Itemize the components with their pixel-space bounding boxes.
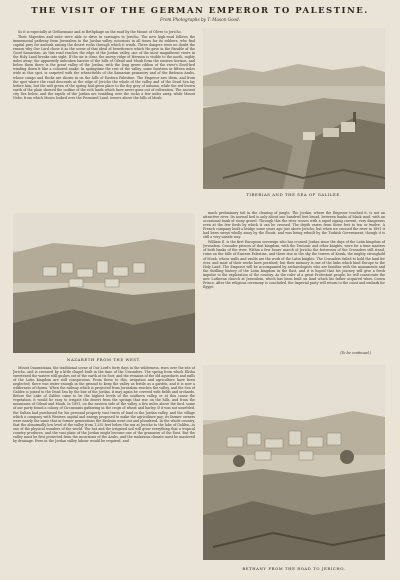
caption-bethany: BETHANY FROM THE ROAD TO JERICHO. <box>242 566 346 571</box>
paragraph: Mount Quarantania, the traditional scene of Our Lord's forty days in the wilderness, rises over the site of Jericho, and is crowned by a little chapel built in the time of the Crusaders. The spring from which Elisha sweetened the waters still gushes out of the earth at its foot; and the remains of the old aqueducts and mills of the Latin kingdom are still conspicuous. From these to this, irrigation and agriculture have been neglected; there was water enough in the ground to keep the valley as fertile as a garden, and it is now a wilderness of thorns. When the railway which is projected from Jerusalem reaches the valley, and the Sea of Galilee is joined to the Dead Sea by the line of the Jordan, it may again be covered with fields and orchards. Before the Lake of Galilee came to be the highest levels of the southern valley, or at this cause the vegetation, it would be easy to irrigate the desert from the springs that rise on the hills, and from the mountains of Gilead and Moab. In 1891, on the eastern side of the valley, a few miles above the ford, some of our party found a colony of Circassians gathering in the crops of wheat and barley. If it was not unsettled, the Sultan had purchased for his personal property vast tracts of land in the Jordan valley, and the village which a company with Western capital and energy proposed to make the agriculture pay; its farmer owners were nearly the same that in former generations the Bedouin went out and plundered. In the whole country, that the abnormally low level of the valley from 1,292 feet below the sea at Jericho to the lake of Galilee—is one of the physical wonders of the world. The hot and the irrigated soil will grow everything that a tropical country produces; and the vast plain of the Jordan might become one of the granaries of the East. But the valley must be first protected from the incursions of the Arabs, and the malarious climate must be mastered by drainage. Even in the Jordan valley labour would be required, and <box>13 366 195 443</box>
paragraph: So it is especially at Gethsemane and at Bethphage on the road by the Mount of Olives to Jericho. <box>18 30 182 34</box>
caption-nazareth: NAZARETH FROM THE WEST. <box>67 357 141 362</box>
paragraph: Their Majesties and suite were able to drive in carriages to Jericho. The new high-road follows the immemorial pathway from Jerusalem to the Jordan valley, notorious in all times for its robbers, who find capital prey for ambush among the desert rocks through which it winds. Three dangers were no doubt the reason why Our Lord chose it as the scene of that ideal of beneficence which He gave in the Parable of the Good Samaritan. As this road reaches the edge of the Jordan valley, one of the most magnificent views in the Holy Land breaks into sight. If the air is clear, the snowy ridge of Hermon is visible to the north, eighty miles away; the apparently unbroken barrier of the hills of Gilead and Moab form the eastern horizon, and below them there is the great valley of the Jordan, with the long green ribbon of the river's flood-bed winding down it like a coloured snake. In springtime the rest of the valley, some fourteen or fifteen miles wide at this spot, is carpeted with the wheat-fields of the Samarian peasantry and of the Bedouin Arabs, whose camps and flocks are shown in on the hills of Eastern Palestine. The Emperor saw them, and from the spot where the road descends at the edge of Jericho the whole of the valley and of the Dead Sea lay before him; but the soft green of the spring had given place to the dry grey of autumn, while the red-brown earth of the plain showed the outline of the rich lands which have never gone out of cultivation. The ancient city lies below, and the rapids of the Jordan are tumbling over the rocks a few miles away, while Mount Nebo, from which Moses looked over the Promised Land, towers above the hills of Moab. <box>13 35 195 100</box>
continued-note: (To be continued.) <box>340 351 372 355</box>
nazareth-engraving <box>13 213 195 353</box>
tiberias-engraving <box>203 28 385 189</box>
article-column-2-mid <box>203 211 385 349</box>
paragraph: William II. is the first European sovereign who has crossed Jordan since the days of the Latin kingdom of Jerusalem. Crusader princes of that kingdom, with the Teutonic and other knights, were for a time masters of both banks of the river. Within a few hours' march of Jericho the fortresses of the Crusaders still stand, ruins on the hills of Eastern Palestine, and there rise in the sky the towers of Kerak, the mighty stronghold of Moab, whose walls and vaults are the work of the Latin knights. The Crusaders failed to hold the land for ever, and most of their works have perished; but their memory is one of the links which bind Europe to the Holy Land. The Emperor will be accompanied by archaeologists who are familiar with the monuments and the thrilling history of the Latin kingdom in the East, and it is hoped that his journey will give a fresh impulse to the exploration of the country. As the ruler of a great Protestant people, he will consecrate the new Lutheran church at Jerusalem, which has been built on land which his father acquired when Crown Prince. After the religious ceremony is concluded, the Imperial party will return to the coast and embark for Egypt. <box>203 240 385 289</box>
photo-credit: From Photographs by T. Mason Good. <box>159 17 241 22</box>
article-column-1-bottom <box>13 366 195 569</box>
caption-tiberias: TIBERIAS AND THE SEA OF GALILEE. <box>246 192 342 197</box>
page-title: THE VISIT OF THE GERMAN EMPEROR TO PALESTINE. <box>31 6 369 16</box>
page-header <box>0 6 400 22</box>
bethany-engraving <box>203 365 385 560</box>
article-column-1-top <box>13 30 195 205</box>
paragraph: much preliminary toil in the clearing of jungle. The Jordan, where the Emperor touched it, is not an attractive river. Its normal bed is only about one hundred feet broad, between banks of black mud, with an occasional bank of stony gravel. Through this the river scours with a rapid zigzag current, very dangerous even at the few fords by which it can be crossed. The depth varies from three feet to ten or twelve. A French company built a bridge some years ago just above Jericho; but when we crossed the river in 1891 it had been swept wholly away by the floods, and was being rebuilt by the Turkish Government, though it is still a very unsafe way. <box>203 211 385 240</box>
